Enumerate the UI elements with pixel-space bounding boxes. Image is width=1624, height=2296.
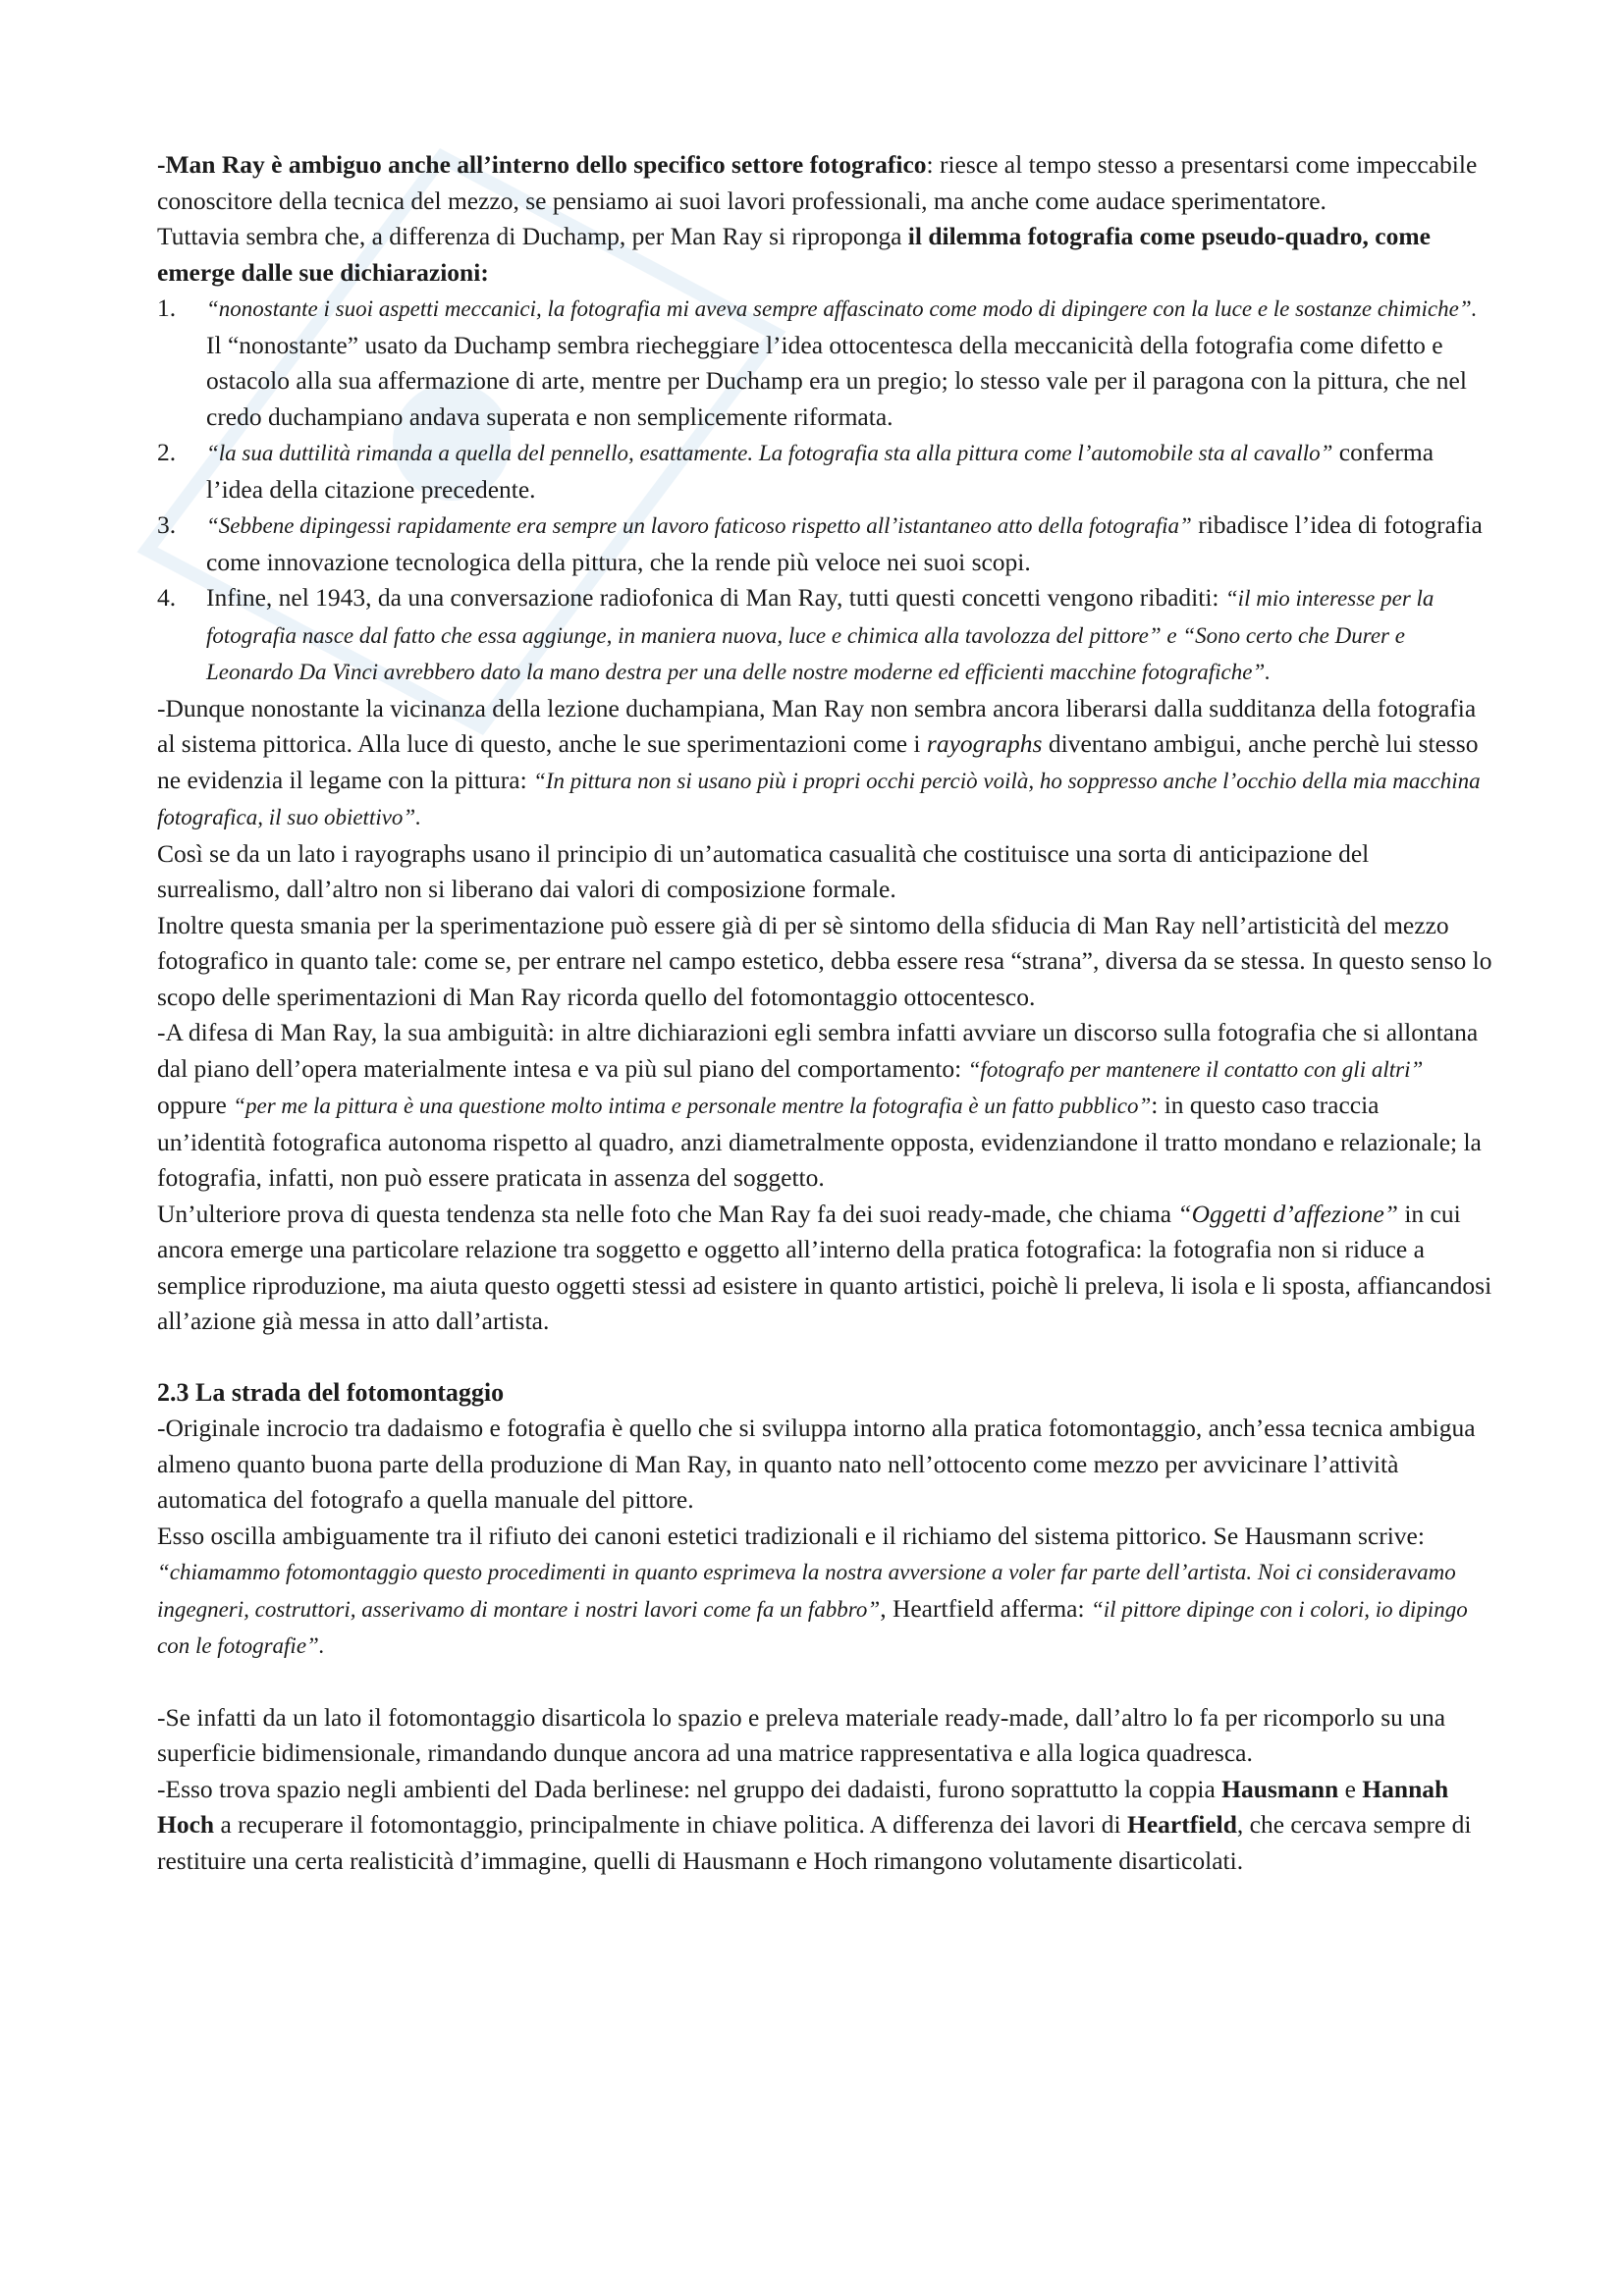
p11-pre: -Esso trova spazio negli ambienti del Dada berlinese: nel gruppo dei dadaisti, furono soprattutto la coppia — [157, 1774, 1222, 1803]
p3-quote: “In pittura non si usano più i propri occhi perciò voilà, ho soppresso anche l’occhio della mia macchina fotografica, il suo obiettivo”. — [157, 768, 1481, 829]
p1-bold: -Man Ray è ambiguo anche all’interno dello specifico settore fotografico — [157, 150, 927, 179]
p2-pre: Tuttavia sembra che, a differenza di Duchamp, per Man Ray si riproponga — [157, 222, 908, 250]
list-text: Il “nonostante” usato da Duchamp sembra riecheggiare l’idea ottocentesca della meccanicità della fotografia come difetto e ostacolo alla sua affermazione di arte, mentre per Duchamp era un pregio; lo stesso vale per il paragona con la pittura, che nel credo duchampiano andava superata e non semplicemente riformata. — [206, 330, 1467, 431]
p6-mid: oppure — [157, 1091, 234, 1119]
p2-bold: il dilemma fotografia come pseudo-quadro, come emerge dalle sue dichiarazioni: — [157, 222, 1431, 287]
quotes-list — [157, 291, 1492, 691]
p6-quote-1: “fotografo per mantenere il contatto con gli altri” — [967, 1056, 1424, 1082]
p3-italic: rayographs — [926, 729, 1043, 758]
p7-pre: Un’ulteriore prova di questa tendenza sta nelle foto che Man Ray fa dei suoi ready-made, che chiama — [157, 1199, 1178, 1228]
list-quote: “la sua duttilità rimanda a quella del pennello, esattamente. La fotografia sta alla pittura come l’automobile sta al cavallo” — [206, 441, 1333, 465]
paragraph-7 — [157, 1197, 1492, 1340]
list-quote: “nonostante i suoi aspetti meccanici, la fotografia mi aveva sempre affascinato come modo di dipingere con la luce e le sostanze chimiche”. — [206, 296, 1478, 321]
paragraph-3 — [157, 691, 1492, 836]
p11-and: e — [1338, 1774, 1363, 1803]
p11-bold-hausmann: Hausmann — [1221, 1774, 1339, 1803]
p11-mid: a recuperare il fotomontaggio, principalmente in chiave politica. A differenza dei lavori di — [214, 1810, 1128, 1839]
p6-post: : in questo caso traccia un’identità fotografica autonoma rispetto al quadro, anzi diametralmente opposta, evidenziandone il tratto mondano e relazionale; la fotografia, infatti, non può essere praticata in assenza del soggetto. — [157, 1091, 1482, 1192]
list-item — [157, 291, 1492, 435]
list-item — [157, 435, 1492, 507]
list-item — [157, 580, 1492, 691]
paragraph-6 — [157, 1015, 1492, 1197]
list-number: 3. — [157, 510, 177, 539]
list-text: conferma l’idea della citazione precedente. — [206, 438, 1435, 504]
paragraph-11 — [157, 1772, 1492, 1880]
paragraph-9 — [157, 1519, 1492, 1665]
list-text: Infine, nel 1943, da una conversazione radiofonica di Man Ray, tutti questi concetti vengono ribaditi: — [206, 583, 1225, 612]
p9-quote-2: “il pittore dipinge con i colori, io dipingo con le fotografie”. — [157, 1596, 1468, 1658]
paragraph-4: Così se da un lato i rayographs usano il principio di un’automatica casualità che costituisce una sorta di anticipazione del surrealismo, dall’altro non si liberano dai valori di composizione formale. — [157, 838, 1370, 903]
p6-pre: -A difesa di Man Ray, la sua ambiguità: in altre dichiarazioni egli sembra infatti avviare un discorso sulla fotografia che si allontana dal piano dell’opera materialmente intesa e va più sul piano del comportamento: — [157, 1018, 1479, 1083]
document-page — [157, 147, 1492, 1879]
list-number: 2. — [157, 438, 177, 466]
p3-pre: -Dunque nonostante la vicinanza della lezione duchampiana, Man Ray non sembra ancora liberarsi dalla sudditanza della fotografia al sistema pittorica. Alla luce di questo, anche le sue sperimentazioni come i — [157, 693, 1477, 758]
spacer — [157, 1665, 1492, 1700]
p11-bold-hoch: Hannah Hoch — [157, 1774, 1449, 1839]
list-quote: “Sebbene dipingessi rapidamente era sempre un lavoro faticoso rispetto all’istantaneo atto della fotografia” — [206, 513, 1192, 538]
paragraph-5: Inoltre questa smania per la sperimentazione può essere già di per sè sintomo della sfiducia di Man Ray nell’artisticità del mezzo fotografico in quanto tale: come se, per entrare nel campo estetico, debba essere resa “strana”, diversa da se stessa. In questo senso lo scopo delle sperimentazioni di Man Ray ricorda quello del fotomontaggio ottocentesco. — [157, 910, 1492, 1011]
p11-post: , che cercava sempre di restituire una certa realisticità d’immagine, quelli di Hausmann e Hoch rimangono volutamente disarticolati. — [157, 1810, 1472, 1875]
list-number: 1. — [157, 294, 177, 322]
p9-pre: Esso oscilla ambiguamente tra il rifiuto dei canoni estetici tradizionali e il richiamo del sistema pittorico. Se Hausmann scrive: — [157, 1521, 1425, 1550]
list-item — [157, 507, 1492, 580]
p1-rest: : riesce al tempo stesso a presentarsi come impeccabile conoscitore della tecnica del mezzo, se pensiamo ai suoi lavori professionali, ma anche come audace sperimentatore. — [157, 150, 1478, 215]
paragraph-2 — [157, 219, 1492, 291]
p7-post: in cui ancora emerge una particolare relazione tra soggetto e oggetto all’interno della pratica fotografica: la fotografia non si riduce a semplice riproduzione, ma aiuta questo oggetti stessi ad esistere in quanto artistici, poichè li preleva, li isola e li sposta, affiancandosi all’azione già messa in atto dall’artista. — [157, 1199, 1492, 1335]
p11-bold-heartfield: Heartfield — [1127, 1810, 1237, 1839]
p3-mid: diventano ambigui, anche perchè lui stesso ne evidenzia il legame con la pittura: — [157, 729, 1479, 794]
paragraph-8: -Originale incrocio tra dadaismo e fotografia è quello che si sviluppa intorno alla pratica fotomontaggio, anch’essa tecnica ambigua almeno quanto buona parte della produzione di Man Ray, in quanto nato nell’ottocento come mezzo per avvicinare l’attività automatica del fotografo a quella manuale del pittore. — [157, 1414, 1476, 1514]
list-quote: “il mio interesse per la fotografia nasce dal fatto che essa aggiunge, in maniera nuova, luce e chimica alla tavolozza del pittore” e “Sono certo che Durer e Leonardo Da Vinci avrebbero dato la mano destra per una delle nostre moderne ed efficienti macchine fotografiche”. — [206, 586, 1435, 684]
p6-quote-2: “per me la pittura è una questione molto intima e personale mentre la fotografia è un fatto pubblico” — [233, 1094, 1152, 1118]
section-heading: 2.3 La strada del fotomontaggio — [157, 1377, 505, 1407]
list-number: 4. — [157, 583, 177, 612]
paragraph-1 — [157, 147, 1492, 219]
p9-mid: , Heartfield afferma: — [880, 1593, 1091, 1623]
list-text: ribadisce l’idea di fotografia come innovazione tecnologica della pittura, che la rende più veloce nei suoi scopi. — [206, 510, 1483, 576]
p9-quote-1: “chiamammo fotomontaggio questo procedimenti in quanto esprimeva la nostra avversione a voler far parte dell’artista. Noi ci consideravamo ingegneri, costruttori, asserivamo di montare i nostri lavori come fa un fabbro” — [157, 1560, 1456, 1622]
p7-italic: “Oggetti d’affezione” — [1177, 1199, 1398, 1228]
paragraph-10: -Se infatti da un lato il fotomontaggio disarticola lo spazio e preleva materiale ready-made, dall’altro lo fa per ricomporlo su una superficie bidimensionale, rimandando dunque ancora ad una matrice rappresentativa e alla logica quadresca. — [157, 1702, 1446, 1767]
